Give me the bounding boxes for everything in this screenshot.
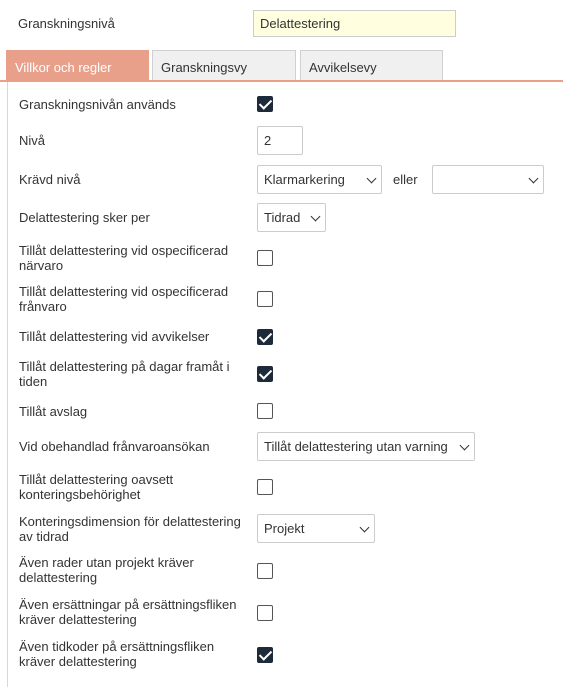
allow-reject-label: Tillåt avslag — [19, 404, 88, 419]
compensations-label: Även ersättningar på ersättningsfliken kräver delattestering — [19, 597, 237, 627]
regardless-permission-checkbox[interactable] — [257, 479, 273, 495]
future-days-label: Tillåt delattestering på dagar framåt i tiden — [19, 359, 230, 389]
unspecified-absence-checkbox[interactable] — [257, 291, 273, 307]
unspecified-presence-label: Tillåt delattestering vid ospecificerad närvaro — [19, 243, 229, 273]
chevron-down-icon — [311, 212, 321, 222]
tab-granskningsvy[interactable] — [152, 50, 296, 81]
unspecified-presence-checkbox[interactable] — [257, 250, 273, 266]
tab-bar — [0, 50, 563, 81]
unhandled-absence-select[interactable] — [257, 432, 475, 461]
chevron-down-icon — [360, 523, 370, 533]
per-select[interactable] — [257, 203, 326, 232]
regardless-permission-label: Tillåt delattestering oavsett konteringsbehörighet — [19, 472, 174, 502]
required-level-select[interactable] — [257, 165, 382, 194]
header-row — [0, 0, 563, 46]
allow-reject-checkbox[interactable] — [257, 403, 273, 419]
dimension-select[interactable] — [257, 514, 375, 543]
future-days-checkbox[interactable] — [257, 366, 273, 382]
unhandled-absence-label: Vid obehandlad frånvaroansökan — [19, 439, 210, 454]
used-checkbox[interactable] — [257, 96, 273, 112]
tab-avvikelsevy[interactable] — [300, 50, 443, 81]
rows-without-project-checkbox[interactable] — [257, 563, 273, 579]
review-level-input[interactable] — [253, 10, 456, 37]
unspecified-absence-label: Tillåt delattestering vid ospecificerad frånvaro — [19, 284, 229, 314]
required-level-value: Klarmarkering — [264, 172, 345, 187]
tab-label: Villkor och regler — [15, 60, 112, 75]
unhandled-absence-value: Tillåt delattestering utan varning — [264, 439, 448, 454]
deviations-checkbox[interactable] — [257, 329, 273, 345]
level-label: Nivå — [19, 133, 46, 148]
tab-label: Granskningsvy — [161, 60, 247, 75]
timecodes-label: Även tidkoder på ersättningsfliken kräver delattestering — [19, 639, 215, 669]
required-level-alt-select[interactable] — [432, 165, 544, 194]
chevron-down-icon — [460, 441, 470, 451]
chevron-down-icon — [367, 174, 377, 184]
review-level-label: Granskningsnivå — [18, 16, 115, 31]
level-value: 2 — [264, 133, 272, 148]
chevron-down-icon — [529, 174, 539, 184]
dimension-value: Projekt — [264, 521, 305, 536]
required-level-label: Krävd nivå — [19, 172, 81, 187]
tab-label: Avvikelsevy — [309, 60, 377, 75]
deviations-label: Tillåt delattestering vid avvikelser — [19, 329, 210, 344]
tab-villkor-och-regler[interactable] — [6, 50, 149, 81]
rows-without-project-label: Även rader utan projekt kräver delattestering — [19, 555, 194, 585]
used-label: Granskningsnivån används — [19, 97, 176, 112]
per-label: Delattestering sker per — [19, 210, 150, 225]
level-input[interactable] — [257, 126, 303, 155]
or-label: eller — [393, 172, 418, 187]
timecodes-checkbox[interactable] — [257, 647, 273, 663]
compensations-checkbox[interactable] — [257, 605, 273, 621]
per-value: Tidrad — [264, 210, 301, 225]
dimension-label: Konteringsdimension för delattestering av tidrad — [19, 514, 241, 544]
